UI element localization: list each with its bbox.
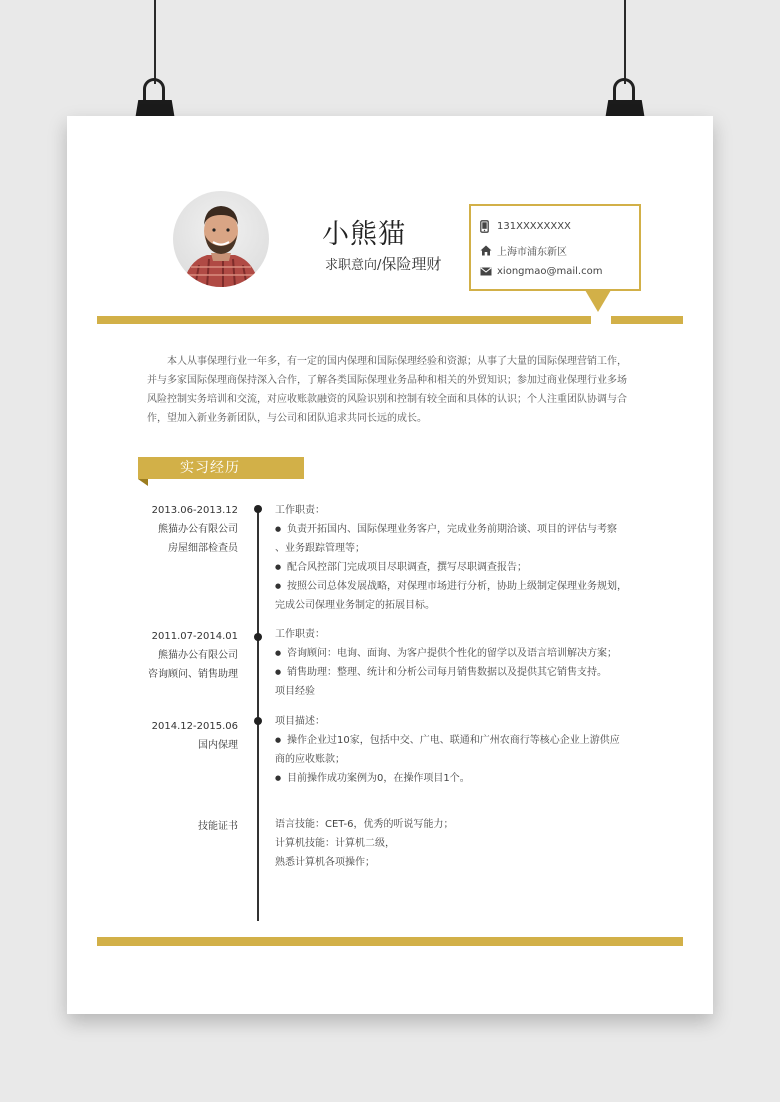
job-intent-label: 求职意向/ bbox=[325, 258, 382, 273]
experience-company: 国内保理 bbox=[198, 740, 238, 751]
contact-email-row bbox=[497, 266, 602, 277]
skill-line: 语言技能：CET-6，优秀的听说写能力； bbox=[275, 819, 454, 830]
experience-bullet-continued: 完成公司保理业务制定的拓展目标。 bbox=[275, 600, 435, 611]
experience-details bbox=[275, 712, 635, 788]
experience-role: 房屋细部检查员 bbox=[168, 543, 238, 554]
mail-icon bbox=[480, 267, 492, 276]
experience-heading: 项目描述： bbox=[275, 716, 325, 727]
footer-divider bbox=[97, 937, 683, 946]
resume-page bbox=[67, 116, 713, 1014]
experience-date: 2011.07-2014.01 bbox=[151, 631, 238, 642]
contact-phone-row bbox=[497, 221, 571, 232]
experience-meta bbox=[152, 717, 238, 755]
skills-meta bbox=[198, 817, 238, 836]
experience-bullet-continued: 、业务跟踪管理等； bbox=[275, 543, 365, 554]
experience-bullet: ● 销售助理：整理、统计和分析公司每月销售数据以及提供其它销售支持。 bbox=[275, 663, 635, 682]
skills-details bbox=[275, 815, 635, 872]
experience-bullet-continued: 商的应收账款； bbox=[275, 754, 345, 765]
skill-line: 熟悉计算机各项操作； bbox=[275, 857, 375, 868]
experience-heading: 工作职责： bbox=[275, 629, 325, 640]
phone-icon bbox=[480, 220, 489, 233]
experience-company: 熊猫办公有限公司 bbox=[158, 650, 238, 661]
hanging-wire-left bbox=[154, 0, 156, 84]
header-divider-left bbox=[97, 316, 591, 324]
timeline-line bbox=[257, 509, 259, 921]
home-icon bbox=[480, 245, 492, 256]
section-title-experience: 实习经历 bbox=[138, 457, 304, 479]
experience-bullet: ● 配合风控部门完成项目尽职调查，撰写尽职调查报告； bbox=[275, 558, 635, 577]
experience-bullet: ● 按照公司总体发展战略，对保理市场进行分析，协助上级制定保理业务规划， bbox=[275, 577, 635, 596]
experience-date: 2013.06-2013.12 bbox=[151, 505, 238, 516]
experience-details bbox=[275, 501, 635, 615]
timeline-dot bbox=[254, 505, 262, 513]
experience-role: 咨询顾问、销售助理 bbox=[148, 669, 238, 680]
skill-line: 计算机技能：计算机二级， bbox=[275, 838, 395, 849]
contact-box-pointer bbox=[585, 290, 611, 312]
person-photo-icon bbox=[173, 191, 269, 287]
section-title-fold bbox=[138, 479, 148, 486]
timeline-dot bbox=[254, 717, 262, 725]
experience-meta bbox=[148, 627, 238, 684]
contact-phone: 131XXXXXXXX bbox=[497, 221, 571, 232]
job-intent-value: 保险理财 bbox=[381, 255, 442, 273]
timeline-dot bbox=[254, 633, 262, 641]
experience-bullet: ● 咨询顾问：电询、面询、为客户提供个性化的留学以及语言培训解决方案； bbox=[275, 644, 635, 663]
experience-subheading: 项目经验 bbox=[275, 686, 315, 697]
contact-email: xiongmao@mail.com bbox=[497, 266, 603, 277]
experience-heading: 工作职责： bbox=[275, 505, 325, 516]
experience-bullet: ● 目前操作成功案例为0，在操作项目1个。 bbox=[275, 769, 635, 788]
skills-label: 技能证书 bbox=[198, 821, 238, 832]
experience-details bbox=[275, 625, 635, 701]
self-summary: 本人从事保理行业一年多，有一定的国内保理和国际保理经验和资源；从事了大量的国际保理营销工作，并与多家国际保理商保持深入合作，了解各类国际保理业务品种和相关的外贸知识；参加过商业保理行业多场风险控制实务培训和交流，对应收账款融资的风险识别和控制有较全面和具体的认识；个人注重团队协调与合作，望加入新业务新团队，与公司和团队追求共同长远的成长。 bbox=[147, 356, 627, 424]
header-divider-right bbox=[611, 316, 683, 324]
experience-bullet: ● 操作企业过10家，包括中交、广电、联通和广州农商行等核心企业上游供应 bbox=[275, 731, 635, 750]
experience-meta bbox=[152, 501, 238, 558]
avatar bbox=[173, 191, 269, 287]
job-intent bbox=[325, 253, 441, 274]
contact-address: 上海市浦东新区 bbox=[497, 247, 567, 258]
candidate-name: 小熊猫 bbox=[322, 219, 406, 250]
contact-box bbox=[469, 204, 641, 291]
experience-date: 2014.12-2015.06 bbox=[151, 721, 238, 732]
hanging-wire-right bbox=[624, 0, 626, 84]
contact-address-row bbox=[497, 243, 567, 258]
experience-bullet: ● 负责开拓国内、国际保理业务客户，完成业务前期洽谈、项目的评估与考察 bbox=[275, 520, 635, 539]
experience-company: 熊猫办公有限公司 bbox=[158, 524, 238, 535]
